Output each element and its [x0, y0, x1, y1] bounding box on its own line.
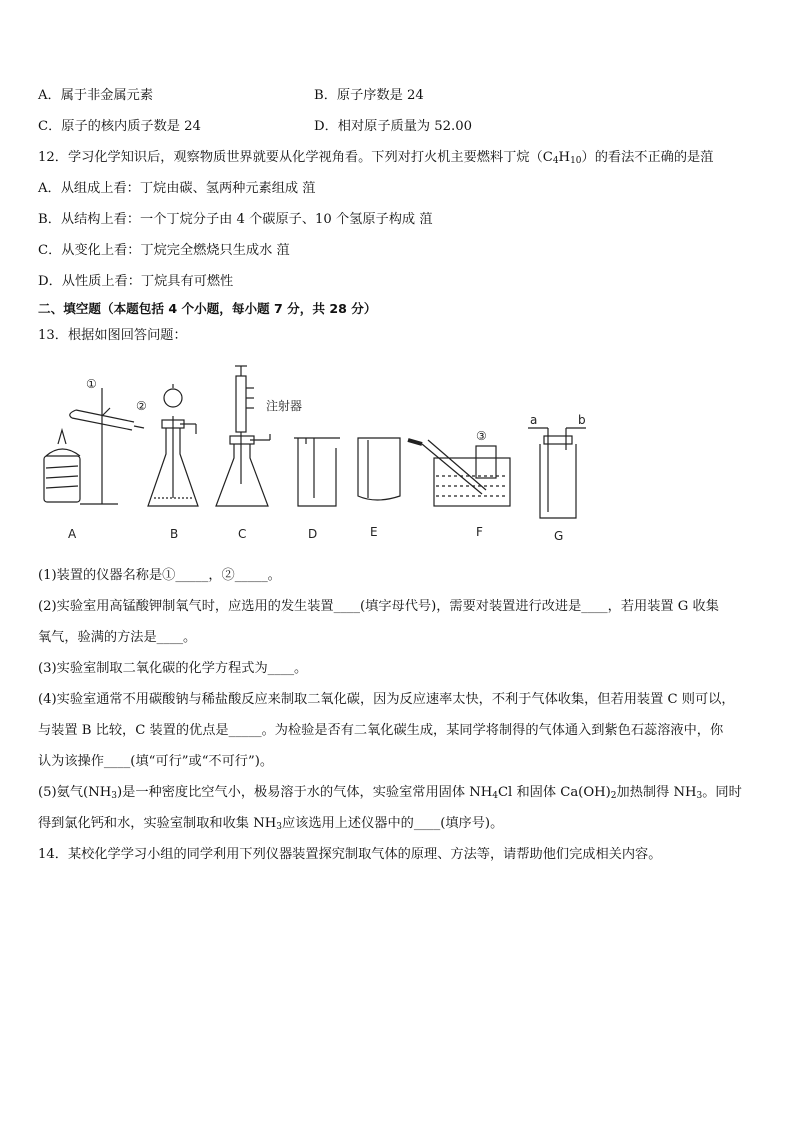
q12-mark: 菹	[700, 150, 714, 165]
p5-sub: 2	[610, 791, 617, 801]
q13-stem: 13．根据如图回答问题：	[38, 328, 187, 343]
q13-part4-line2: 与装置 B 比较，C 装置的优点是_____。为检验是否有二氧化碳生成，某同学将制得的气体通入到紫色石蕊溶液中，你	[38, 723, 724, 738]
p5-text-6: 得到氯化钙和水，实验室制取和收集 NH	[38, 816, 277, 831]
apparatus-a	[44, 388, 144, 504]
q11-option-b: B．原子序数是 24	[314, 88, 424, 103]
q12-option-b	[38, 208, 433, 227]
q13-part4-line3: 认为该操作____(填“可行”或“不可行”)。	[38, 754, 274, 769]
q12-sub-10: 10	[570, 156, 582, 166]
label-syringe: 注射器	[266, 399, 303, 413]
q13-apparatus-figure	[36, 358, 596, 548]
q12-option-a	[38, 177, 315, 196]
q12-option-b-text: B．从结构上看：一个丁烷分子由 4 个碳原子、10 个氢原子构成	[38, 212, 416, 227]
label-F: F	[476, 525, 483, 539]
p5-sub: 3	[696, 791, 703, 801]
q12-stem-text: 12．学习化学知识后，观察物质世界就要从化学视角看。下列对打火机主要燃料丁烷（C	[38, 150, 553, 165]
q12-option-c-text: C．从变化上看：丁烷完全燃烧只生成水	[38, 243, 273, 258]
p5-sub: 3	[111, 791, 117, 801]
apparatus-b	[148, 384, 198, 506]
p5-text-3: Cl 和固体 Ca(OH)	[497, 785, 611, 800]
label-a: a	[530, 413, 538, 427]
apparatus-e	[358, 438, 400, 500]
q12-option-c	[38, 239, 290, 258]
label-G: G	[554, 529, 564, 543]
q14-stem: 14．某校化学学习小组的同学利用下列仪器装置探究制取气体的原理、方法等，请帮助他们完成相关内容。	[38, 847, 662, 862]
p5-sub: 4	[492, 791, 498, 801]
q12-stem-h: H	[558, 150, 571, 165]
q12-sub-4: 4	[552, 156, 559, 166]
label-C: C	[238, 527, 247, 541]
p5-text-5: 。同时	[702, 785, 742, 800]
apparatus-f	[408, 440, 510, 506]
q12-option-a-text: A．从组成上看：丁烷由碳、氢两种元素组成	[38, 181, 299, 196]
label-n1: ①	[86, 377, 97, 391]
q12-stem	[38, 146, 713, 166]
label-b: b	[578, 413, 586, 427]
label-D: D	[308, 527, 318, 541]
q13-part2-line2: 氧气，验满的方法是____。	[38, 630, 197, 645]
section-heading: 二、填空题（本题包括 4 个小题，每小题 7 分，共 28 分）	[38, 301, 377, 316]
q11-option-c: C．原子的核内质子数是 24	[38, 119, 201, 134]
p5-text-7: 应该选用上述仪器中的____(填序号)。	[281, 816, 504, 831]
label-A: A	[68, 527, 77, 541]
q13-part5-line1	[38, 781, 742, 801]
q13-part2-line1: (2)实验室用高锰酸钾制氧气时，应选用的发生装置____(填字母代号)，需要对装置进行改进是____，若用装置 G 收集	[38, 599, 719, 614]
q12-mark: 菹	[302, 181, 316, 196]
p5-text-4: 加热制得 NH	[616, 785, 697, 800]
q13-part5-line2	[38, 812, 503, 832]
q13-part3: (3)实验室制取二氧化碳的化学方程式为____。	[38, 661, 308, 676]
apparatus-diagram	[36, 358, 596, 548]
q12-mark: 菹	[276, 243, 290, 258]
q11-option-a: A．属于非金属元素	[38, 88, 154, 103]
q12-option-d: D．从性质上看：丁烷具有可燃性	[38, 274, 234, 289]
label-B: B	[170, 527, 179, 541]
q13-part4-line1: (4)实验室通常不用碳酸钠与稀盐酸反应来制取二氧化碳，因为反应速率太快，不利于气体收集，但若用装置 C 则可以，	[38, 692, 735, 707]
label-n2: ②	[136, 399, 147, 413]
apparatus-d	[294, 438, 340, 506]
p5-sub: 3	[276, 822, 282, 832]
q13-part1: (1)装置的仪器名称是①_____，②_____。	[38, 568, 281, 583]
q12-mark: 菹	[419, 212, 433, 227]
label-n3: ③	[476, 429, 487, 443]
p5-text-2: )是一种密度比空气小，极易溶于水的气体，实验室常用固体 NH	[116, 785, 493, 800]
q11-option-d: D．相对原子质量为 52.00	[314, 119, 473, 134]
apparatus-c	[216, 366, 270, 506]
q12-stem-tail: ）的看法不正确的是	[581, 150, 701, 165]
apparatus-g	[528, 428, 586, 518]
label-E: E	[370, 525, 378, 539]
p5-text-1: (5)氨气(NH	[38, 785, 112, 800]
